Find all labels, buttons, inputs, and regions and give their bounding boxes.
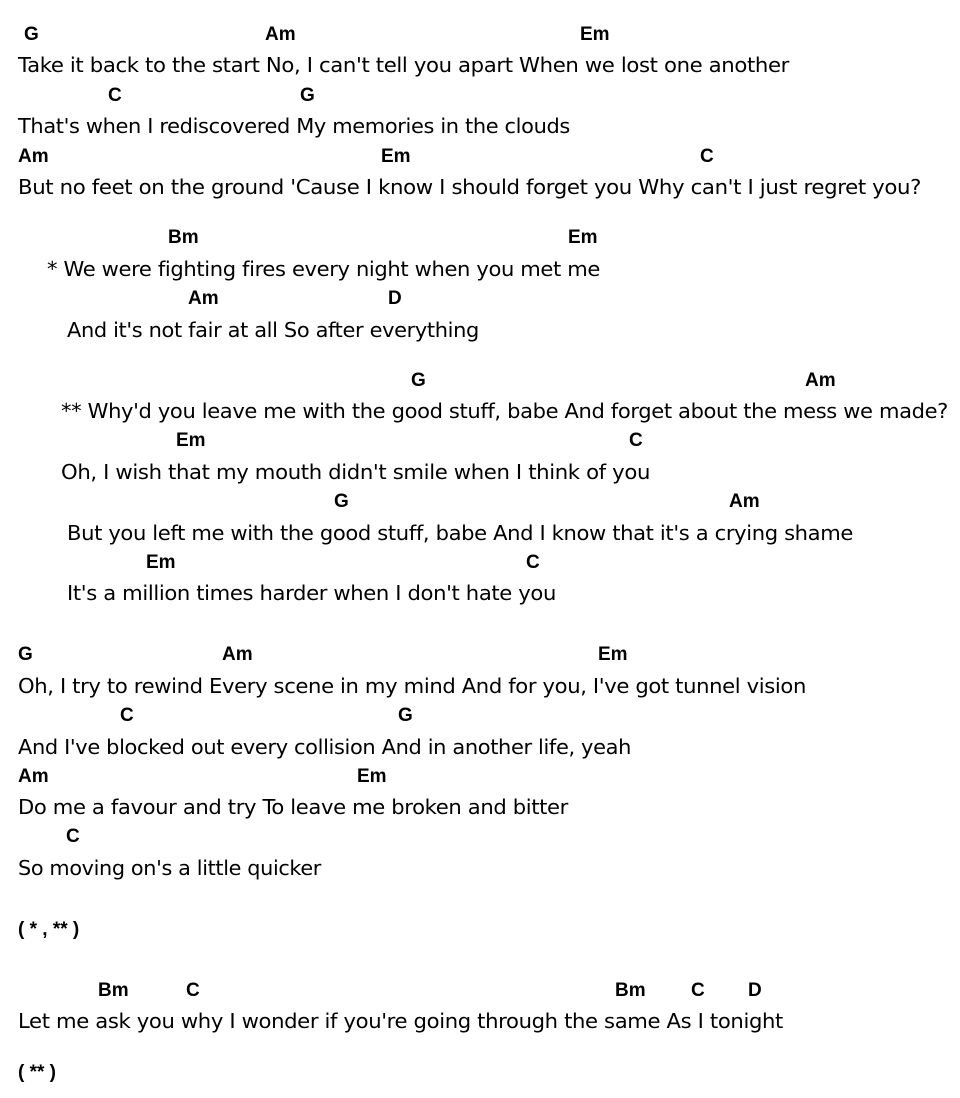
chord: G: [334, 491, 349, 512]
chord: Em: [146, 552, 176, 573]
lyric-line: ** Why'd you leave me with the good stuff, babe And forget about the mess we made?: [61, 399, 948, 423]
lyric-line: And I've blocked out every collision And in another life, yeah: [18, 735, 631, 759]
chord: D: [388, 288, 402, 309]
chord: Em: [381, 146, 411, 167]
lyric-line: But you left me with the good stuff, babe And I know that it's a crying shame: [67, 521, 853, 545]
chord: Em: [580, 24, 610, 45]
chord: Am: [18, 766, 49, 787]
lyric-line: It's a million times harder when I don't hate you: [67, 581, 556, 605]
chord: G: [398, 705, 413, 726]
chord: C: [700, 146, 714, 167]
lyric-line: But no feet on the ground 'Cause I know I should forget you Why can't I just regret you?: [18, 175, 922, 199]
chord: Bm: [98, 980, 129, 1001]
lyric-line: That's when I rediscovered My memories in the clouds: [18, 114, 570, 138]
chord: G: [411, 370, 426, 391]
lyric-line: Oh, I wish that my mouth didn't smile when I think of you: [61, 460, 651, 484]
chord: C: [691, 980, 705, 1001]
chord: C: [526, 552, 540, 573]
lyric-line: So moving on's a little quicker: [18, 856, 321, 880]
chord: Bm: [168, 227, 199, 248]
chord: Am: [222, 644, 253, 665]
chord: Am: [265, 24, 296, 45]
chord: Em: [568, 227, 598, 248]
chord: Bm: [615, 980, 646, 1001]
chord: G: [18, 644, 33, 665]
chord: Am: [729, 491, 760, 512]
chord: Em: [598, 644, 628, 665]
lyric-line: Let me ask you why I wonder if you're going through the same As I tonight: [18, 1009, 783, 1033]
chord: Em: [357, 766, 387, 787]
chord: Em: [176, 430, 206, 451]
lyric-line: And it's not fair at all So after everything: [67, 318, 479, 342]
chord: C: [186, 980, 200, 1001]
chord: C: [629, 430, 643, 451]
chord: D: [748, 980, 762, 1001]
repeat-marker: ( ** ): [18, 1062, 56, 1083]
chord: Am: [188, 288, 219, 309]
lyric-line: Oh, I try to rewind Every scene in my mind And for you, I've got tunnel vision: [18, 674, 806, 698]
lyric-line: Do me a favour and try To leave me broken and bitter: [18, 795, 569, 819]
chord: Am: [18, 146, 49, 167]
repeat-marker: ( * , ** ): [18, 919, 80, 940]
lyric-line: * We were fighting fires every night when you met me: [47, 257, 600, 281]
lyric-line: Take it back to the start No, I can't tell you apart When we lost one another: [18, 53, 790, 77]
chord: G: [24, 24, 39, 45]
chord: Am: [805, 370, 836, 391]
chord: C: [120, 705, 134, 726]
chord: G: [300, 85, 315, 106]
chord: C: [108, 85, 122, 106]
chord: C: [66, 826, 80, 847]
